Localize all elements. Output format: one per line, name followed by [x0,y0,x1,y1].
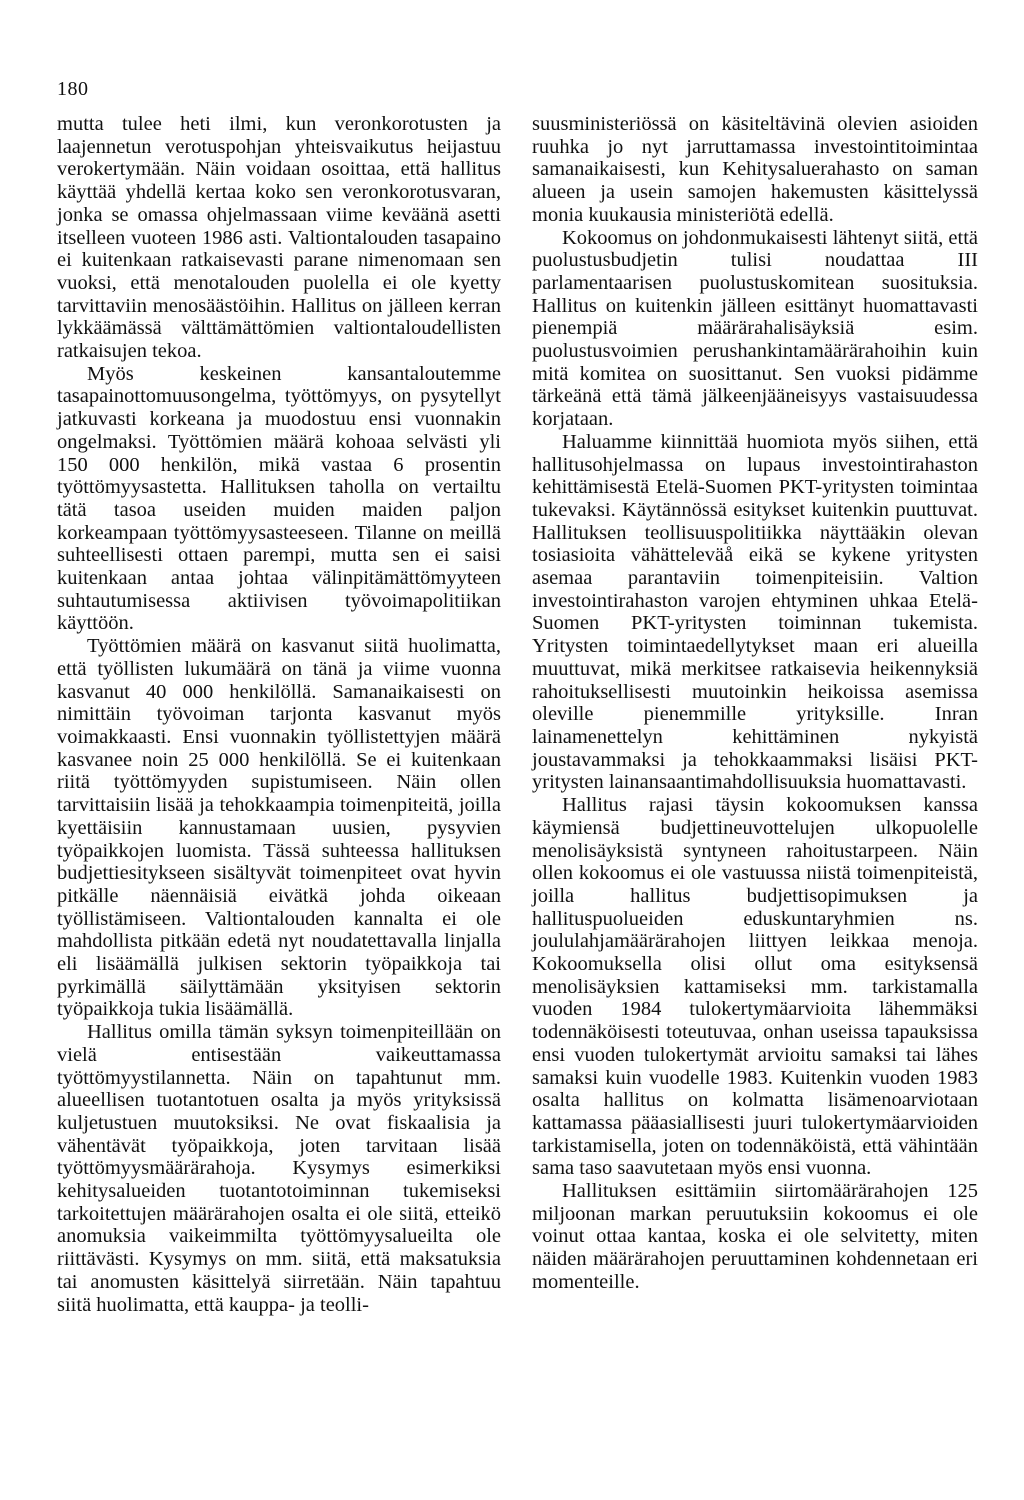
paragraph: Hallitus rajasi täysin kokoomuksen kanssa käymiensä budjettineuvottelujen ulkopuolelle menolisäyksistä syntyneen rahoitustarpeen. Näin ollen kokoomus ei ole vastuussa niistä toimenpiteistä, joilla hallitus budjettisopimuksen ja hallituspuolueiden eduskuntaryhmien ns. joululahjamäärärahojen liittyen leikkaa menoja. Kokoomuksella olisi ollut oma esityksensä menolisäyksien kattamiseksi mm. tarkistamalla vuoden 1984 tulokertymäarvioita lähemmäksi todennäköisesti toteutuvaa, onhan useissa tapauksissa ensi vuoden tulokertymät arvioitu samaksi tai lähes samaksi kuin vuodelle 1983. Kuitenkin vuoden 1983 osalta hallitus on kolmatta lisämenoarviotaan kattamassa pääasiallisesti juuri tulokertymäarvioiden tarkistamisella, joten on todennäköistä, että vähintään sama taso saavutetaan myös ensi vuonna. [532,794,978,1180]
paragraph: Hallituksen esittämiin siirtomäärärahojen 125 miljoonan markan peruutuksiin kokoomus ei ole voinut ottaa kantaa, koska ei ole selvitetty, miten näiden määrärahojen peruuttaminen kohdennetaan eri momenteille. [532,1180,978,1293]
right-column [532,113,978,1294]
paragraph: Hallitus omilla tämän syksyn toimenpiteillään on vielä entisestään vaikeuttamassa työttömyystilannetta. Näin on tapahtunut mm. alueellisen tuotantotuen osalta ja myös yrityksissä kuljetustuen muutoksiksi. Ne ovat fiskaalisia ja vähentävät työpaikkoja, joten tarvitaan lisää työttömyysmäärärahoja. Kysymys esimerkiksi kehitysalueiden tuotantotoiminnan tukemiseksi tarkoitettujen määrärahojen osalta ei ole siitä, etteikö anomuksia vaikeimmilta työttömyysalueilta ole riittävästi. Kysymys on mm. siitä, että maksatuksia tai anomusten käsittelyä siirretään. Näin tapahtuu siitä huolimatta, että kauppa- ja teolli- [57,1021,501,1316]
left-column [57,113,501,1316]
paragraph: Työttömien määrä on kasvanut siitä huolimatta, että työllisten lukumäärä on tänä ja viime vuonna kasvanut 40 000 henkilöllä. Samanaikaisesti on nimittäin työvoiman tarjonta kasvanut myös voimakkaasti. Ensi vuonnakin työllistettyjen määrä kasvanee noin 25 000 henkilöllä. Se ei kuitenkaan riitä työttömyyden supistumiseen. Näin ollen tarvittaisiin lisää ja tehokkaampia toimenpiteitä, joilla kyettäisiin kannustamaan uusien, pysyvien työpaikkojen luomista. Tässä suhteessa hallituksen budjettiesitykseen sisältyvät toimenpiteet ovat hyvin pitkälle näennäisiä eivätkä johda oikeaan työllistämiseen. Valtiontalouden kannalta ei ole mahdollista pitkään edetä nyt noudatettavalla linjalla eli lisäämällä julkisen sektorin työpaikkoja tai pyrkimällä säilyttämään yksityisen sektorin työpaikkoja tukia lisäämällä. [57,635,501,1021]
paragraph: Kokoomus on johdonmukaisesti lähtenyt siitä, että puolustusbudjetin tulisi noudattaa III parlamentaarisen puolustuskomitean suosituksia. Hallitus on kuitenkin jälleen esittänyt huomattavasti pienempiä määrärahalisäyksiä esim. puolustusvoimien perushankintamäärärahoihin kuin mitä komitea on suosittanut. Sen vuoksi pidämme tärkeänä että tämä jälkeenjääneisyys vastaisuudessa korjataan. [532,226,978,431]
paragraph: mutta tulee heti ilmi, kun veronkorotusten ja laajennetun verotuspohjan yhteisvaikutus heijastuu verokertymään. Näin voidaan osoittaa, että hallitus käyttää yhdellä kertaa koko sen veronkorotusvaran, jonka se omassa ohjelmassaan viime keväänä asetti itselleen vuoteen 1986 asti. Valtiontalouden tasapaino ei kuitenkaan ratkaisevasti parane nimenomaan sen vuoksi, että menotalouden puolella ei ole kyetty tarvittaviin menosäästöihin. Hallitus on jälleen kerran lykkäämässä välttämättömien valtiontaloudellisten ratkaisujen tekoa. [57,113,501,363]
paragraph: Haluamme kiinnittää huomiota myös siihen, että hallitusohjelmassa on lupaus investointirahaston kehittämisestä Etelä-Suomen PKT-yritysten toimintaa tukevaksi. Käytännössä esitykset kuitenkin puuttuvat. Hallituksen teollisuuspolitiikka näyttääkin olevan tosiasioita vähätteleväå eikä se kykene yritysten asemaa parantaviin toimenpiteisiin. Valtion investointirahaston varojen ehtyminen uhkaa Etelä-Suomen PKT-yritysten toiminnan tukemista. Yritysten toimintaedellytykset maan eri alueilla muuttuvat, mikä merkitsee ratkaisevia heikennyksiä rahoituksellisesti muutoinkin heikoissa asemissa oleville pienemmille yrityksille. Inran lainamenettelyn kehittäminen nykyistä joustavammaksi ja tehokkaammaksi lisäisi PKT-yritysten lainansaantimahdollisuuksia huomattavasti. [532,430,978,794]
page-number: 180 [57,78,89,100]
paragraph: suusministeriössä on käsiteltävinä olevien asioiden ruuhka jo nyt jarruttamassa investointitoimintaa samanaikaisesti, kun Kehitysaluerahasto on saman alueen ja usein samojen hakemusten käsittelyssä monia kuukausia ministeriötä edellä. [532,113,978,226]
paragraph: Myös keskeinen kansantaloutemme tasapainottomuusongelma, työttömyys, on pysytellyt jatkuvasti korkeana ja muodostuu ensi vuonnakin ongelmaksi. Työttömien määrä kohoaa selvästi yli 150 000 henkilön, mikä vastaa 6 prosentin työttömyysastetta. Hallituksen taholla on vertailtu tätä tasoa useiden muiden maiden paljon korkeampaan työttömyysasteeseen. Tilanne on meillä suhteellisesti ottaen parempi, mutta sen ei saisi kuitenkaan antaa johtaa välinpitämättömyyteen suhtautumisessa aktiivisen työvoimapolitiikan käyttöön. [57,362,501,635]
